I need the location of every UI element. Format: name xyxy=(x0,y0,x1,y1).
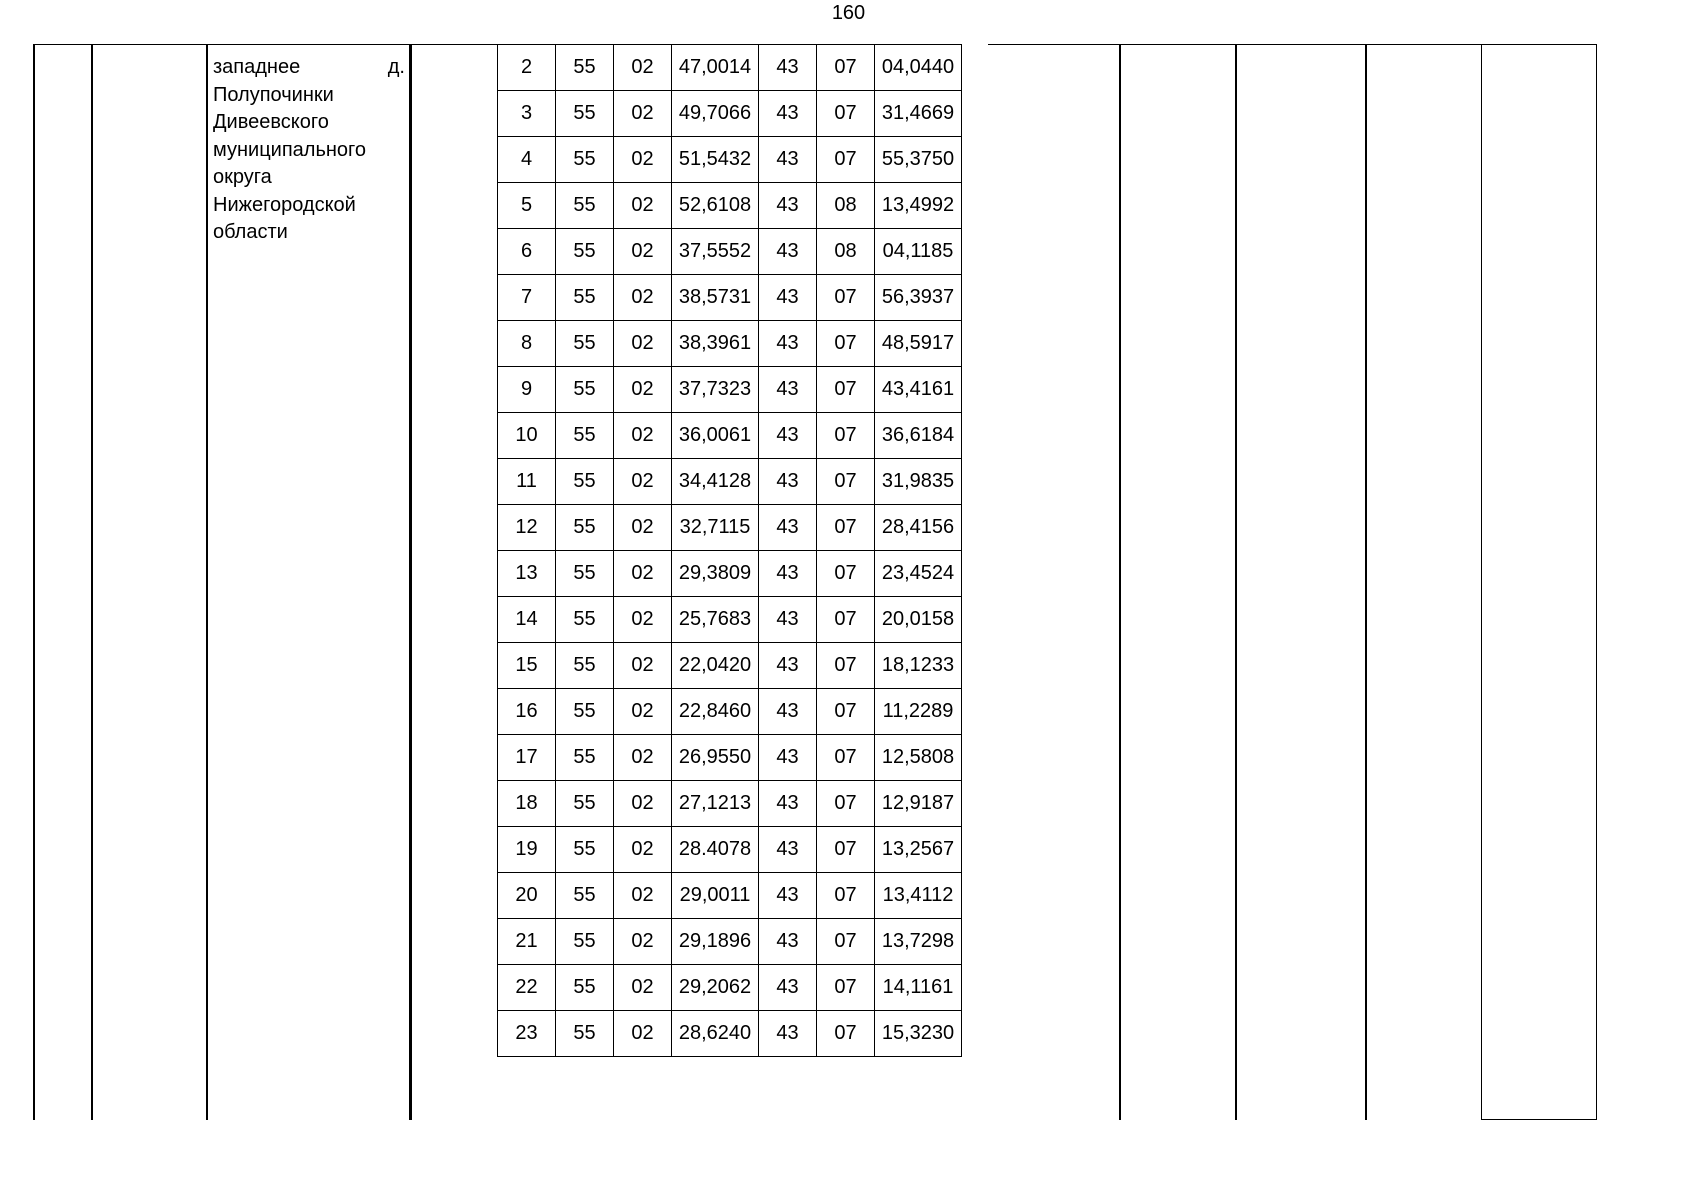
lon-degrees-cell: 43 xyxy=(759,45,817,91)
lon-seconds-cell: 12,5808 xyxy=(875,735,962,781)
lon-seconds-cell: 13,4992 xyxy=(875,183,962,229)
lat-degrees-cell: 55 xyxy=(556,183,614,229)
lon-degrees-cell: 43 xyxy=(759,597,817,643)
lat-degrees-cell: 55 xyxy=(556,367,614,413)
lon-minutes-cell: 07 xyxy=(817,137,875,183)
lat-minutes-cell: 02 xyxy=(614,1011,672,1057)
point-number-cell: 23 xyxy=(498,1011,556,1057)
lon-degrees-cell: 43 xyxy=(759,91,817,137)
lon-seconds-cell: 20,0158 xyxy=(875,597,962,643)
lon-degrees-cell: 43 xyxy=(759,321,817,367)
lon-seconds-cell: 11,2289 xyxy=(875,689,962,735)
lon-seconds-cell: 23,4524 xyxy=(875,551,962,597)
lat-minutes-cell: 02 xyxy=(614,873,672,919)
lat-degrees-cell: 55 xyxy=(556,597,614,643)
page-number: 160 xyxy=(831,2,866,24)
lat-seconds-cell: 37,7323 xyxy=(672,367,759,413)
lon-minutes-cell: 07 xyxy=(817,827,875,873)
lat-seconds-cell: 47,0014 xyxy=(672,45,759,91)
lon-minutes-cell: 07 xyxy=(817,505,875,551)
lon-minutes-cell: 07 xyxy=(817,965,875,1011)
lat-degrees-cell: 55 xyxy=(556,413,614,459)
lat-seconds-cell: 28.4078 xyxy=(672,827,759,873)
lat-degrees-cell: 55 xyxy=(556,505,614,551)
lat-degrees-cell: 55 xyxy=(556,965,614,1011)
point-number-cell: 22 xyxy=(498,965,556,1011)
table-row xyxy=(498,137,962,183)
lat-seconds-cell: 29,1896 xyxy=(672,919,759,965)
lon-seconds-cell: 48,5917 xyxy=(875,321,962,367)
lat-minutes-cell: 02 xyxy=(614,459,672,505)
lat-degrees-cell: 55 xyxy=(556,643,614,689)
lat-seconds-cell: 37,5552 xyxy=(672,229,759,275)
lon-degrees-cell: 43 xyxy=(759,965,817,1011)
table-row xyxy=(498,873,962,919)
lat-seconds-cell: 29,3809 xyxy=(672,551,759,597)
lon-degrees-cell: 43 xyxy=(759,1011,817,1057)
coordinates-table xyxy=(497,44,962,1057)
lat-degrees-cell: 55 xyxy=(556,781,614,827)
lat-minutes-cell: 02 xyxy=(614,183,672,229)
table-row xyxy=(498,597,962,643)
point-number-cell: 9 xyxy=(498,367,556,413)
lon-seconds-cell: 31,9835 xyxy=(875,459,962,505)
table-row xyxy=(498,45,962,91)
lat-seconds-cell: 32,7115 xyxy=(672,505,759,551)
point-number-cell: 12 xyxy=(498,505,556,551)
lat-degrees-cell: 55 xyxy=(556,919,614,965)
lon-minutes-cell: 07 xyxy=(817,367,875,413)
lon-degrees-cell: 43 xyxy=(759,781,817,827)
lon-degrees-cell: 43 xyxy=(759,643,817,689)
lon-minutes-cell: 07 xyxy=(817,919,875,965)
lat-minutes-cell: 02 xyxy=(614,229,672,275)
lat-minutes-cell: 02 xyxy=(614,597,672,643)
lat-minutes-cell: 02 xyxy=(614,137,672,183)
lon-seconds-cell: 13,2567 xyxy=(875,827,962,873)
column-divider xyxy=(91,44,93,1120)
lon-seconds-cell: 56,3937 xyxy=(875,275,962,321)
table-row xyxy=(498,781,962,827)
lat-degrees-cell: 55 xyxy=(556,689,614,735)
lon-minutes-cell: 07 xyxy=(817,275,875,321)
lat-degrees-cell: 55 xyxy=(556,321,614,367)
lat-minutes-cell: 02 xyxy=(614,505,672,551)
lat-degrees-cell: 55 xyxy=(556,873,614,919)
point-number-cell: 11 xyxy=(498,459,556,505)
lat-seconds-cell: 27,1213 xyxy=(672,781,759,827)
table-row xyxy=(498,275,962,321)
lon-degrees-cell: 43 xyxy=(759,275,817,321)
column-divider xyxy=(33,44,35,1120)
lat-minutes-cell: 02 xyxy=(614,413,672,459)
lon-degrees-cell: 43 xyxy=(759,367,817,413)
lon-minutes-cell: 07 xyxy=(817,597,875,643)
lat-degrees-cell: 55 xyxy=(556,459,614,505)
lon-seconds-cell: 28,4156 xyxy=(875,505,962,551)
lon-seconds-cell: 13,4112 xyxy=(875,873,962,919)
lon-degrees-cell: 43 xyxy=(759,229,817,275)
lat-seconds-cell: 38,3961 xyxy=(672,321,759,367)
lon-degrees-cell: 43 xyxy=(759,505,817,551)
description-first-word: западнее xyxy=(213,56,301,78)
lat-minutes-cell: 02 xyxy=(614,367,672,413)
point-number-cell: 8 xyxy=(498,321,556,367)
lon-seconds-cell: 04,1185 xyxy=(875,229,962,275)
lat-degrees-cell: 55 xyxy=(556,137,614,183)
table-row xyxy=(498,321,962,367)
table-row xyxy=(498,965,962,1011)
lon-degrees-cell: 43 xyxy=(759,919,817,965)
lat-minutes-cell: 02 xyxy=(614,91,672,137)
lon-degrees-cell: 43 xyxy=(759,137,817,183)
point-number-cell: 7 xyxy=(498,275,556,321)
lon-degrees-cell: 43 xyxy=(759,873,817,919)
lon-minutes-cell: 07 xyxy=(817,643,875,689)
lat-minutes-cell: 02 xyxy=(614,965,672,1011)
lon-degrees-cell: 43 xyxy=(759,459,817,505)
lat-degrees-cell: 55 xyxy=(556,229,614,275)
point-number-cell: 18 xyxy=(498,781,556,827)
table-row xyxy=(498,459,962,505)
lon-minutes-cell: 07 xyxy=(817,873,875,919)
lat-seconds-cell: 26,9550 xyxy=(672,735,759,781)
lat-degrees-cell: 55 xyxy=(556,275,614,321)
lon-seconds-cell: 18,1233 xyxy=(875,643,962,689)
column-divider xyxy=(1235,44,1237,1120)
lat-seconds-cell: 51,5432 xyxy=(672,137,759,183)
lon-minutes-cell: 07 xyxy=(817,1011,875,1057)
point-number-cell: 10 xyxy=(498,413,556,459)
lat-minutes-cell: 02 xyxy=(614,275,672,321)
lat-degrees-cell: 55 xyxy=(556,551,614,597)
point-number-cell: 19 xyxy=(498,827,556,873)
point-number-cell: 2 xyxy=(498,45,556,91)
lat-seconds-cell: 29,2062 xyxy=(672,965,759,1011)
lon-degrees-cell: 43 xyxy=(759,735,817,781)
column-divider xyxy=(206,44,208,1120)
point-number-cell: 15 xyxy=(498,643,556,689)
table-row xyxy=(498,183,962,229)
lon-minutes-cell: 08 xyxy=(817,183,875,229)
lon-minutes-cell: 07 xyxy=(817,321,875,367)
lat-degrees-cell: 55 xyxy=(556,735,614,781)
lat-seconds-cell: 25,7683 xyxy=(672,597,759,643)
column-divider xyxy=(1365,44,1367,1120)
table-row xyxy=(498,367,962,413)
lon-minutes-cell: 07 xyxy=(817,459,875,505)
lat-seconds-cell: 36,0061 xyxy=(672,413,759,459)
lat-degrees-cell: 55 xyxy=(556,91,614,137)
lon-minutes-cell: 07 xyxy=(817,91,875,137)
lon-degrees-cell: 43 xyxy=(759,827,817,873)
lon-minutes-cell: 07 xyxy=(817,781,875,827)
lat-seconds-cell: 52,6108 xyxy=(672,183,759,229)
table-top-border xyxy=(34,44,497,45)
lon-minutes-cell: 07 xyxy=(817,551,875,597)
object-description xyxy=(213,54,405,247)
lon-minutes-cell: 07 xyxy=(817,689,875,735)
description-first-word-right: д. xyxy=(387,56,405,78)
point-number-cell: 6 xyxy=(498,229,556,275)
table-row xyxy=(498,229,962,275)
lon-degrees-cell: 43 xyxy=(759,183,817,229)
lat-seconds-cell: 38,5731 xyxy=(672,275,759,321)
right-column-box xyxy=(1481,44,1597,1120)
lat-minutes-cell: 02 xyxy=(614,919,672,965)
lon-seconds-cell: 14,1161 xyxy=(875,965,962,1011)
lat-seconds-cell: 49,7066 xyxy=(672,91,759,137)
lat-minutes-cell: 02 xyxy=(614,551,672,597)
lat-seconds-cell: 34,4128 xyxy=(672,459,759,505)
lon-seconds-cell: 15,3230 xyxy=(875,1011,962,1057)
lat-seconds-cell: 22,8460 xyxy=(672,689,759,735)
table-row xyxy=(498,919,962,965)
column-divider xyxy=(409,44,412,1120)
lat-minutes-cell: 02 xyxy=(614,827,672,873)
lon-seconds-cell: 12,9187 xyxy=(875,781,962,827)
description-rest: Полупочинки Дивеевского муниципального округа Нижегородской области xyxy=(213,83,367,243)
lon-seconds-cell: 04,0440 xyxy=(875,45,962,91)
point-number-cell: 20 xyxy=(498,873,556,919)
lat-minutes-cell: 02 xyxy=(614,689,672,735)
lat-minutes-cell: 02 xyxy=(614,735,672,781)
lat-degrees-cell: 55 xyxy=(556,827,614,873)
column-divider xyxy=(1119,44,1121,1120)
table-row xyxy=(498,643,962,689)
lat-seconds-cell: 22,0420 xyxy=(672,643,759,689)
lon-minutes-cell: 08 xyxy=(817,229,875,275)
table-row xyxy=(498,505,962,551)
table-row xyxy=(498,689,962,735)
table-row xyxy=(498,551,962,597)
point-number-cell: 5 xyxy=(498,183,556,229)
lat-minutes-cell: 02 xyxy=(614,781,672,827)
lon-seconds-cell: 31,4669 xyxy=(875,91,962,137)
table-row xyxy=(498,413,962,459)
lat-degrees-cell: 55 xyxy=(556,45,614,91)
lat-seconds-cell: 28,6240 xyxy=(672,1011,759,1057)
point-number-cell: 4 xyxy=(498,137,556,183)
lon-seconds-cell: 43,4161 xyxy=(875,367,962,413)
lon-degrees-cell: 43 xyxy=(759,413,817,459)
lon-minutes-cell: 07 xyxy=(817,735,875,781)
lon-minutes-cell: 07 xyxy=(817,413,875,459)
lon-seconds-cell: 55,3750 xyxy=(875,137,962,183)
point-number-cell: 13 xyxy=(498,551,556,597)
lon-degrees-cell: 43 xyxy=(759,689,817,735)
lat-seconds-cell: 29,0011 xyxy=(672,873,759,919)
lon-seconds-cell: 13,7298 xyxy=(875,919,962,965)
table-row xyxy=(498,735,962,781)
point-number-cell: 16 xyxy=(498,689,556,735)
table-row xyxy=(498,1011,962,1057)
point-number-cell: 17 xyxy=(498,735,556,781)
lat-degrees-cell: 55 xyxy=(556,1011,614,1057)
point-number-cell: 14 xyxy=(498,597,556,643)
lat-minutes-cell: 02 xyxy=(614,643,672,689)
lon-minutes-cell: 07 xyxy=(817,45,875,91)
point-number-cell: 3 xyxy=(498,91,556,137)
table-row xyxy=(498,827,962,873)
table-row xyxy=(498,91,962,137)
lon-seconds-cell: 36,6184 xyxy=(875,413,962,459)
point-number-cell: 21 xyxy=(498,919,556,965)
lat-minutes-cell: 02 xyxy=(614,45,672,91)
lat-minutes-cell: 02 xyxy=(614,321,672,367)
lon-degrees-cell: 43 xyxy=(759,551,817,597)
